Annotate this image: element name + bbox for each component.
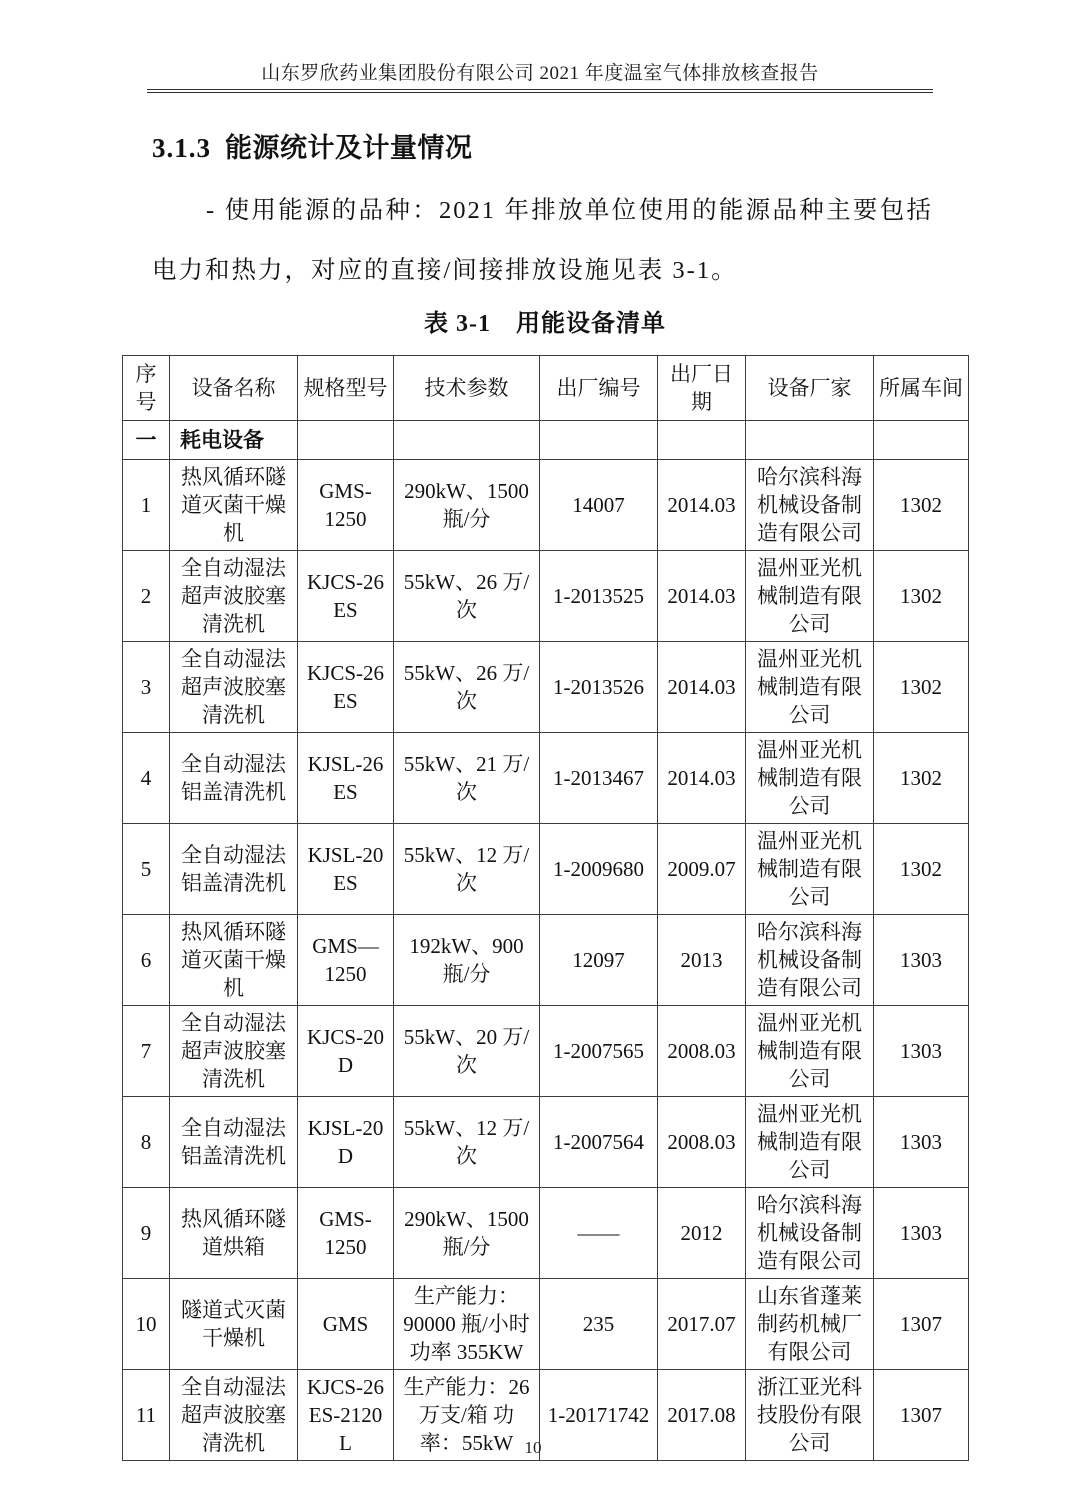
- cell-params: 55kW、26 万/次: [394, 551, 540, 642]
- table-row-1: [123, 460, 969, 551]
- table-row-10: [123, 1279, 969, 1370]
- cell-maker: 温州亚光机械制造有限公司: [746, 824, 874, 915]
- column-header-8: 所属车间: [874, 356, 969, 421]
- cell-params: 290kW、1500 瓶/分: [394, 460, 540, 551]
- cell-no: 6: [123, 915, 170, 1006]
- table-group-row: [123, 421, 969, 460]
- cell-workshop: 1302: [874, 824, 969, 915]
- cell-serial: 14007: [540, 460, 658, 551]
- cell-date: 2008.03: [658, 1006, 746, 1097]
- cell-date: 2017.07: [658, 1279, 746, 1370]
- running-header: [147, 62, 933, 86]
- cell-empty: [874, 421, 969, 460]
- cell-date: 2014.03: [658, 642, 746, 733]
- cell-serial: 1-2007564: [540, 1097, 658, 1188]
- cell-params: 生产能力：90000 瓶/小时 功率 355KW: [394, 1279, 540, 1370]
- section-number: 3.1.3: [152, 133, 211, 163]
- cell-no: 10: [123, 1279, 170, 1370]
- cell-no: 11: [123, 1370, 170, 1461]
- cell-no: 4: [123, 733, 170, 824]
- cell-no: 8: [123, 1097, 170, 1188]
- cell-no: 9: [123, 1188, 170, 1279]
- cell-maker: 温州亚光机械制造有限公司: [746, 733, 874, 824]
- cell-workshop: 1302: [874, 733, 969, 824]
- cell-model: KJCS-26 ES: [298, 551, 394, 642]
- cell-workshop: 1303: [874, 915, 969, 1006]
- table-row-7: [123, 1006, 969, 1097]
- cell-params: 55kW、21 万/次: [394, 733, 540, 824]
- column-header-7: 设备厂家: [746, 356, 874, 421]
- cell-date: 2012: [658, 1188, 746, 1279]
- cell-maker: 哈尔滨科海机械设备制造有限公司: [746, 915, 874, 1006]
- table-row-2: [123, 551, 969, 642]
- cell-maker: 山东省蓬莱制药机械厂有限公司: [746, 1279, 874, 1370]
- cell-params: 192kW、900 瓶/分: [394, 915, 540, 1006]
- table-row-6: [123, 915, 969, 1006]
- cell-params: 290kW、1500 瓶/分: [394, 1188, 540, 1279]
- cell-workshop: 1307: [874, 1370, 969, 1461]
- cell-serial: 1-2013526: [540, 642, 658, 733]
- table-row-4: [123, 733, 969, 824]
- section-title: 能源统计及计量情况: [225, 133, 473, 163]
- table-row-3: [123, 642, 969, 733]
- cell-date: 2013: [658, 915, 746, 1006]
- cell-date: 2008.03: [658, 1097, 746, 1188]
- cell-maker: 温州亚光机械制造有限公司: [746, 642, 874, 733]
- cell-empty: [394, 421, 540, 460]
- column-header-2: 设备名称: [170, 356, 298, 421]
- cell-name: 全自动湿法铝盖清洗机: [170, 733, 298, 824]
- cell-empty: [298, 421, 394, 460]
- cell-workshop: 1302: [874, 460, 969, 551]
- cell-serial: 1-2013525: [540, 551, 658, 642]
- column-header-4: 技术参数: [394, 356, 540, 421]
- cell-serial: 1-2013467: [540, 733, 658, 824]
- section-heading: [152, 131, 932, 165]
- cell-model: GMS: [298, 1279, 394, 1370]
- cell-model: GMS—1250: [298, 915, 394, 1006]
- cell-model: KJCS-26 ES-2120 L: [298, 1370, 394, 1461]
- cell-params: 55kW、20 万/次: [394, 1006, 540, 1097]
- column-header-3: 规格型号: [298, 356, 394, 421]
- cell-params: 生产能力：26 万支/箱 功率：55kW: [394, 1370, 540, 1461]
- table-row-9: [123, 1188, 969, 1279]
- cell-model: KJCS-26 ES: [298, 642, 394, 733]
- cell-serial: ——: [540, 1188, 658, 1279]
- cell-date: 2017.08: [658, 1370, 746, 1461]
- cell-name: 热风循环隧道灭菌干燥机: [170, 460, 298, 551]
- cell-no: 2: [123, 551, 170, 642]
- cell-name: 全自动湿法铝盖清洗机: [170, 824, 298, 915]
- cell-maker: 温州亚光机械制造有限公司: [746, 1006, 874, 1097]
- cell-name: 全自动湿法超声波胶塞清洗机: [170, 642, 298, 733]
- cell-maker: 温州亚光机械制造有限公司: [746, 551, 874, 642]
- table-title: 表 3-1 用能设备清单: [424, 311, 666, 337]
- page-number: 10: [524, 1438, 542, 1457]
- cell-workshop: 1302: [874, 642, 969, 733]
- cell-serial: 1-2007565: [540, 1006, 658, 1097]
- cell-name: 全自动湿法超声波胶塞清洗机: [170, 1370, 298, 1461]
- cell-model: KJSL-20 ES: [298, 824, 394, 915]
- column-header-6: 出厂日期: [658, 356, 746, 421]
- cell-serial: 1-20171742: [540, 1370, 658, 1461]
- cell-model: GMS-1250: [298, 1188, 394, 1279]
- header-rule: [147, 89, 933, 93]
- cell-workshop: 1303: [874, 1188, 969, 1279]
- cell-serial: 12097: [540, 915, 658, 1006]
- cell-no: 3: [123, 642, 170, 733]
- cell-name: 热风循环隧道烘箱: [170, 1188, 298, 1279]
- body-paragraph: - 使用能源的品种：2021 年排放单位使用的能源品种主要包括电力和热力，对应的直接/间接排放设施见表 3-1。: [152, 197, 933, 284]
- cell-params: 55kW、12 万/次: [394, 824, 540, 915]
- cell-maker: 哈尔滨科海机械设备制造有限公司: [746, 460, 874, 551]
- cell-model: GMS-1250: [298, 460, 394, 551]
- cell-workshop: 1302: [874, 551, 969, 642]
- column-header-5: 出厂编号: [540, 356, 658, 421]
- cell-workshop: 1303: [874, 1097, 969, 1188]
- cell-model: KJSL-20 D: [298, 1097, 394, 1188]
- equipment-table: [122, 355, 969, 1461]
- cell-name: 全自动湿法超声波胶塞清洗机: [170, 551, 298, 642]
- cell-name: 全自动湿法铝盖清洗机: [170, 1097, 298, 1188]
- cell-date: 2014.03: [658, 460, 746, 551]
- cell-date: 2014.03: [658, 733, 746, 824]
- column-header-1: 序号: [123, 356, 170, 421]
- cell-workshop: 1307: [874, 1279, 969, 1370]
- cell-workshop: 1303: [874, 1006, 969, 1097]
- cell-maker: 哈尔滨科海机械设备制造有限公司: [746, 1188, 874, 1279]
- cell-no: 7: [123, 1006, 170, 1097]
- cell-model: KJSL-26 ES: [298, 733, 394, 824]
- cell-model: KJCS-20 D: [298, 1006, 394, 1097]
- cell-serial: 235: [540, 1279, 658, 1370]
- cell-params: 55kW、12 万/次: [394, 1097, 540, 1188]
- table-row-8: [123, 1097, 969, 1188]
- cell-maker: 浙江亚光科技股份有限公司: [746, 1370, 874, 1461]
- running-header-text: 山东罗欣药业集团股份有限公司 2021 年度温室气体排放核查报告: [261, 63, 819, 84]
- cell-no: 5: [123, 824, 170, 915]
- cell-empty: [746, 421, 874, 460]
- cell-date: 2009.07: [658, 824, 746, 915]
- cell-no: 1: [123, 460, 170, 551]
- cell-group-no: 一: [123, 421, 170, 460]
- cell-date: 2014.03: [658, 551, 746, 642]
- cell-name: 隧道式灭菌干燥机: [170, 1279, 298, 1370]
- cell-serial: 1-2009680: [540, 824, 658, 915]
- cell-maker: 温州亚光机械制造有限公司: [746, 1097, 874, 1188]
- cell-params: 55kW、26 万/次: [394, 642, 540, 733]
- cell-empty: [658, 421, 746, 460]
- table-header-row: [123, 356, 969, 421]
- cell-name: 热风循环隧道灭菌干燥机: [170, 915, 298, 1006]
- cell-name: 全自动湿法超声波胶塞清洗机: [170, 1006, 298, 1097]
- cell-group-name: 耗电设备: [170, 421, 298, 460]
- cell-empty: [540, 421, 658, 460]
- table-row-5: [123, 824, 969, 915]
